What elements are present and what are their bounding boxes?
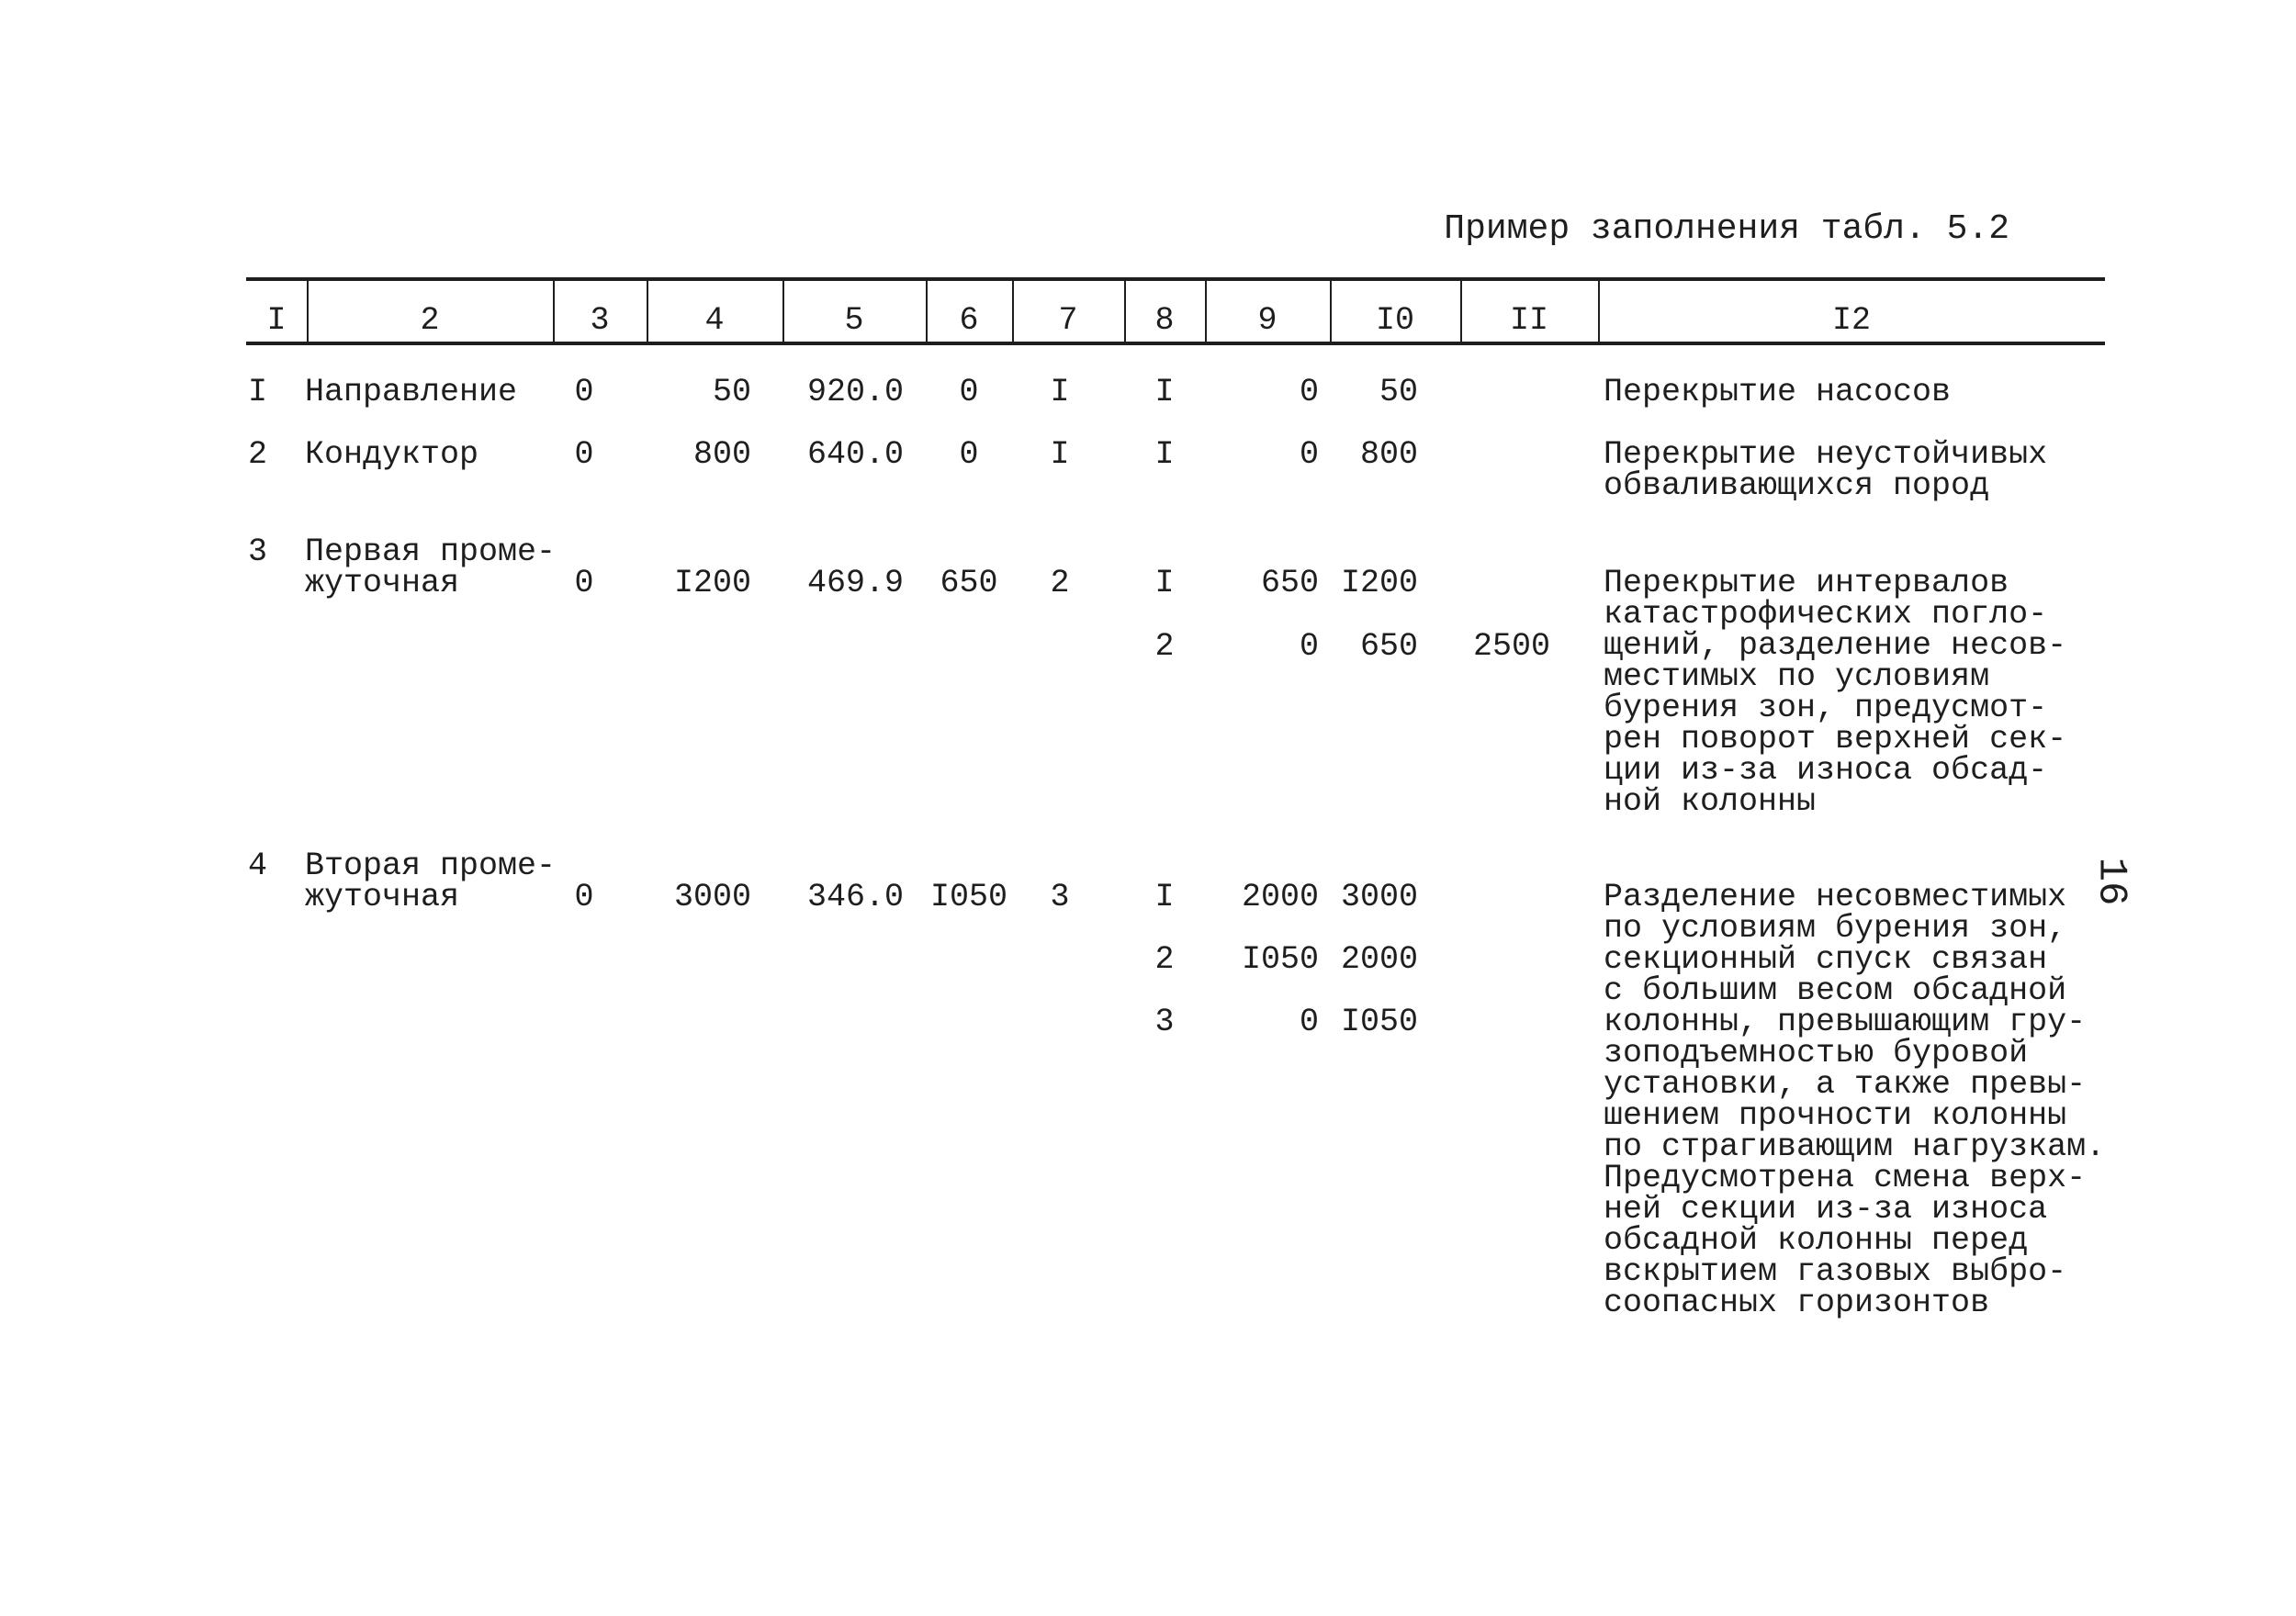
cell-col5: 640.0 bbox=[806, 436, 904, 473]
cell-col6: I050 bbox=[929, 879, 1007, 915]
cell-col9: I050 bbox=[1241, 941, 1319, 978]
cell-col5: 920.0 bbox=[806, 374, 904, 410]
column-header-10: I0 bbox=[1375, 302, 1414, 339]
cell-col4: I200 bbox=[673, 565, 751, 601]
column-header-12: I2 bbox=[1831, 302, 1871, 339]
cell-col8: I bbox=[1154, 436, 1175, 473]
cell-col6: 650 bbox=[940, 565, 998, 601]
column-header-4: 4 bbox=[704, 302, 725, 339]
column-header-9: 9 bbox=[1257, 302, 1277, 339]
row-number: 3 bbox=[248, 533, 268, 570]
cell-col8: I bbox=[1154, 879, 1175, 915]
cell-col6: 0 bbox=[959, 436, 979, 473]
string-name: Вторая проме- жуточная bbox=[305, 847, 557, 915]
cell-col7: 3 bbox=[1050, 879, 1070, 915]
cell-col8: 2 bbox=[1154, 941, 1175, 978]
table-header-rule bbox=[246, 342, 2105, 345]
cell-col7: I bbox=[1050, 436, 1070, 473]
page-number: 16 bbox=[2088, 857, 2134, 906]
cell-purpose: Перекрытие насосов bbox=[1604, 374, 1952, 410]
cell-col9: 0 bbox=[1299, 374, 1319, 410]
cell-col5: 469.9 bbox=[806, 565, 904, 601]
cell-col10: 800 bbox=[1359, 436, 1418, 473]
table-caption: Пример заполнения табл. 5.2 bbox=[1444, 209, 2009, 249]
cell-col8: 2 bbox=[1154, 628, 1175, 665]
cell-col4: 800 bbox=[692, 436, 751, 473]
cell-col8: I bbox=[1154, 374, 1175, 410]
cell-col9: 0 bbox=[1299, 1004, 1319, 1040]
cell-col3: 0 bbox=[574, 565, 594, 601]
cell-col9: 2000 bbox=[1241, 879, 1319, 915]
column-header-6: 6 bbox=[959, 302, 979, 339]
cell-purpose: Перекрытие интервалов катастрофических погло- щений, разделение несов- местимых по условиям бурения зон, предусмот- рен поворот верхней сек- ции из-за износа обсад- ной колонны bbox=[1604, 565, 2067, 820]
cell-col3: 0 bbox=[574, 879, 594, 915]
cell-col10: 50 bbox=[1379, 374, 1418, 410]
table-top-rule bbox=[246, 277, 2105, 281]
cell-col10: 650 bbox=[1359, 628, 1418, 665]
string-name: Кондуктор bbox=[305, 436, 479, 473]
column-header-11: II bbox=[1509, 302, 1548, 339]
cell-col4: 3000 bbox=[673, 879, 751, 915]
cell-col7: I bbox=[1050, 374, 1070, 410]
cell-col9: 0 bbox=[1299, 628, 1319, 665]
column-header-3: 3 bbox=[590, 302, 610, 339]
column-header-5: 5 bbox=[844, 302, 864, 339]
cell-purpose: Разделение несовместимых по условиям бурения зон, секционный спуск связан с большим весом обсадной колонны, превышающим гру- зоподъемностью буровой установки, а также превы- шением прочности колонны по страгивающим нагрузкам. Предусмотрена смена верх- ней секции из-за износа обсадной колонны перед вскрытием газовых выбро- соопасных горизонтов bbox=[1604, 879, 2106, 1321]
column-header-7: 7 bbox=[1058, 302, 1078, 339]
cell-col10: I050 bbox=[1340, 1004, 1418, 1040]
cell-col10: 2000 bbox=[1340, 941, 1418, 978]
cell-col8: I bbox=[1154, 565, 1175, 601]
string-name: Первая проме- жуточная bbox=[305, 533, 557, 601]
cell-col9: 650 bbox=[1260, 565, 1319, 601]
column-header-2: 2 bbox=[420, 302, 440, 339]
row-number: 4 bbox=[248, 847, 268, 884]
cell-col3: 0 bbox=[574, 374, 594, 410]
cell-purpose: Перекрытие неустойчивых обваливающихся пород bbox=[1604, 436, 2048, 504]
column-header-1: I bbox=[266, 302, 287, 339]
cell-col11: 2500 bbox=[1472, 628, 1550, 665]
row-number: I bbox=[248, 374, 268, 410]
string-name: Направление bbox=[305, 374, 518, 410]
cell-col10: 3000 bbox=[1340, 879, 1418, 915]
cell-col5: 346.0 bbox=[806, 879, 904, 915]
cell-col4: 50 bbox=[712, 374, 751, 410]
cell-col10: I200 bbox=[1340, 565, 1418, 601]
cell-col8: 3 bbox=[1154, 1004, 1175, 1040]
cell-col3: 0 bbox=[574, 436, 594, 473]
cell-col7: 2 bbox=[1050, 565, 1070, 601]
column-header-8: 8 bbox=[1154, 302, 1175, 339]
cell-col6: 0 bbox=[959, 374, 979, 410]
cell-col9: 0 bbox=[1299, 436, 1319, 473]
row-number: 2 bbox=[248, 436, 268, 473]
